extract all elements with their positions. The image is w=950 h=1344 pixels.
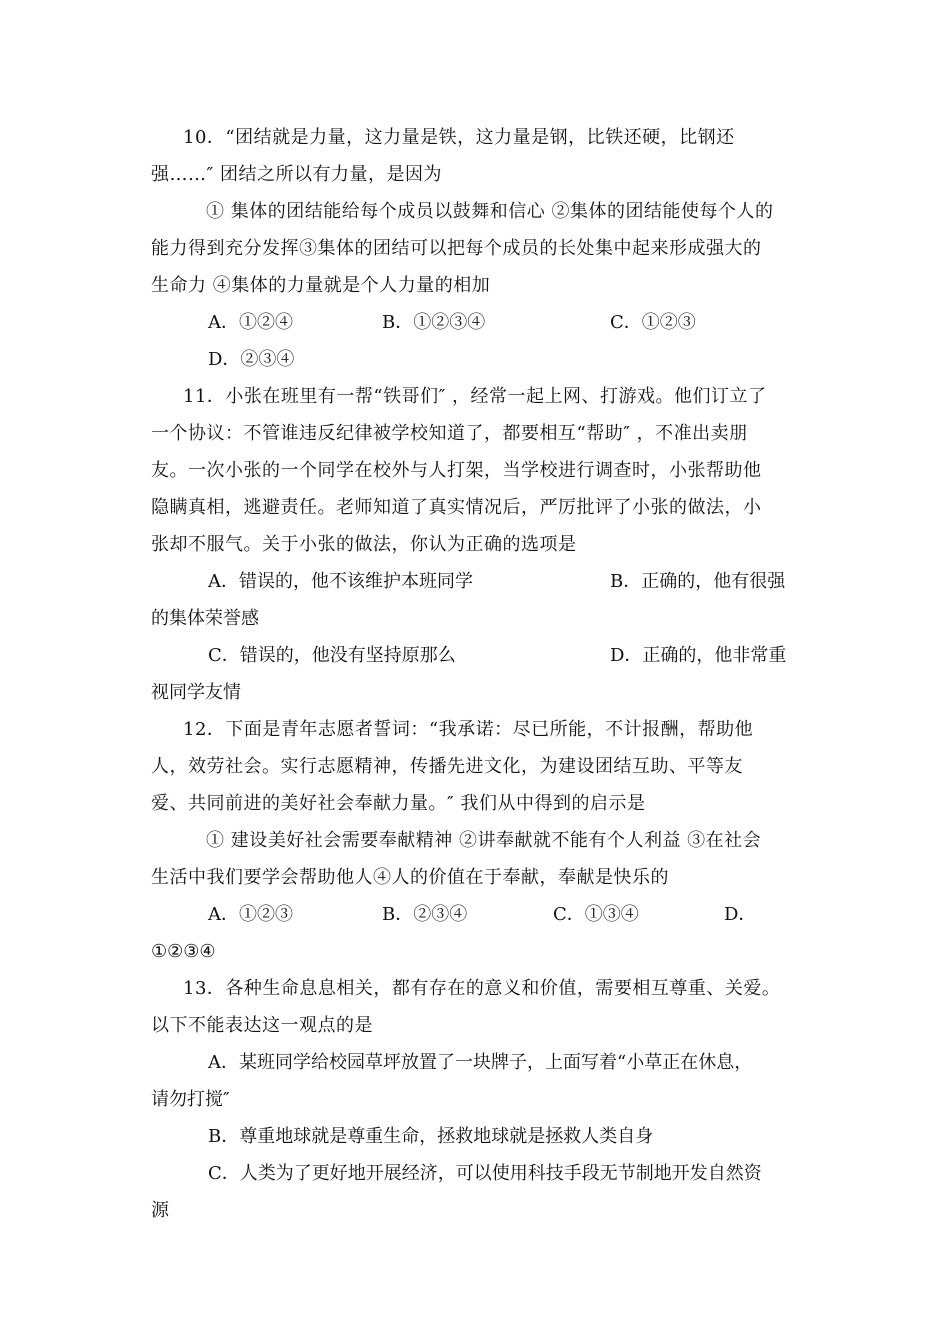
question-12-line-3: 爱、共同前进的美好社会奉献力量。″ 我们从中得到的启示是 (151, 793, 646, 814)
question-10-option-c: C．①②③ (610, 312, 696, 333)
question-11-option-b: B．正确的，他有很强 (610, 571, 786, 592)
question-12-line-4: ① 建设美好社会需要奉献精神 ②讲奉献就不能有个人利益 ③在社会 (206, 830, 762, 851)
question-13-option-b: B．尊重地球就是尊重生命，拯救地球就是拯救人类自身 (208, 1126, 654, 1147)
question-11-line-1: 11．小张在班里有一帮“铁哥们″ ，经常一起上网、打游戏。他们订立了 (183, 386, 767, 407)
question-10-line-4: 能力得到充分发挥③集体的团结可以把每个成员的长处集中起来形成强大的 (151, 238, 762, 259)
question-11-option-b-cont: 的集体荣誉感 (151, 608, 259, 629)
question-12-option-c: C．①③④ (553, 904, 639, 925)
question-13-option-c-cont: 源 (151, 1200, 169, 1221)
question-10-line-2: 强……″ 团结之所以有力量，是因为 (151, 164, 442, 185)
question-12-option-a: A．①②③ (208, 904, 293, 925)
question-11-option-d-cont: 视同学友情 (151, 682, 241, 703)
question-13-option-a-cont: 请勿打搅″ (151, 1089, 230, 1110)
question-11-line-4: 隐瞒真相，逃避责任。老师知道了真实情况后，严厉批评了小张的做法，小 (151, 497, 762, 518)
question-11-option-a: A．错误的，他不该维护本班同学 (208, 571, 473, 592)
question-10-option-a: A．①②④ (208, 312, 293, 333)
question-10-line-5: 生命力 ④集体的力量就是个人力量的相加 (151, 275, 491, 296)
question-12-option-d-cont: ①②③④ (151, 941, 216, 962)
question-13-option-c: C．人类为了更好地开展经济，可以使用科技手段无节制地开发自然资 (208, 1163, 762, 1184)
question-13-line-1: 13．各种生命息息相关，都有存在的意义和价值，需要相互尊重、关爱。 (183, 978, 781, 999)
question-12-option-d: D． (724, 904, 757, 925)
question-10-line-1: 10．“团结就是力量，这力量是铁，这力量是钢，比铁还硬，比钢还 (183, 127, 735, 148)
question-10-option-d: D．②③④ (208, 349, 295, 370)
question-11-option-c: C．错误的，他没有坚持原那么 (208, 645, 456, 666)
question-12-option-b: B．②③④ (382, 904, 468, 925)
question-11-line-2: 一个协议：不管谁违反纪律被学校知道了，都要相互“帮助″ ，不准出卖朋 (151, 423, 748, 444)
question-10-line-3: ① 集体的团结能给每个成员以鼓舞和信心 ②集体的团结能使每个人的 (206, 201, 774, 222)
question-11-line-5: 张却不服气。关于小张的做法，你认为正确的选项是 (151, 534, 577, 555)
question-13-option-a: A．某班同学给校园草坪放置了一块牌子，上面写着“小草正在休息， (208, 1052, 753, 1073)
question-10-option-b: B．①②③④ (382, 312, 486, 333)
question-11-option-d: D．正确的，他非常重 (610, 645, 787, 666)
question-11-line-3: 友。一次小张的一个同学在校外与人打架，当学校进行调查时，小张帮助他 (151, 460, 762, 481)
question-12-line-5: 生活中我们要学会帮助他人④人的价值在于奉献，奉献是快乐的 (151, 867, 669, 888)
question-13-line-2: 以下不能表达这一观点的是 (151, 1015, 373, 1036)
question-12-line-1: 12．下面是青年志愿者誓词：“我承诺：尽已所能，不计报酬，帮助他 (183, 719, 754, 740)
question-12-line-2: 人，效劳社会。实行志愿精神，传播先进文化，为建设团结互助、平等友 (151, 756, 743, 777)
